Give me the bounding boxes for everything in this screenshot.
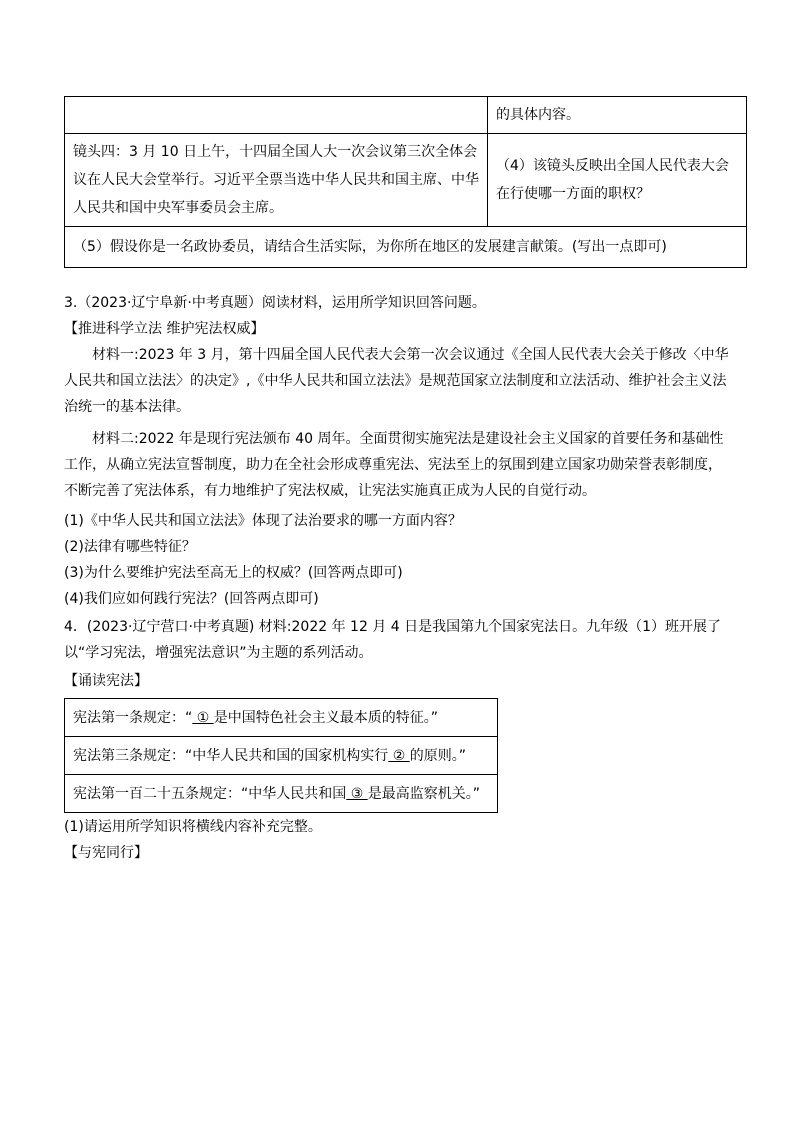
q4-section-with-constitution: 【与宪同行】 [64, 845, 148, 861]
q3-material-2: 材料二:2022 年是现行宪法颁布 40 周年。全面贯彻实施宪法是建设社会主义国家的首要任务和基础性工作，从确立宪法宣誓制度，助力在全社会形成尊重宪法、宪法至上的氛围到建立国家功勋荣誉表彰制度，不断完善了宪法体系，有力地维护了宪法权威，让宪法实施真正成为人民的自觉行动。 [64, 431, 724, 499]
question-4-text: （4）该镜头反映出全国人民代表大会在行使哪一方面的职权？ [488, 134, 747, 227]
article-1-row [65, 699, 498, 737]
table-cell: 的具体内容。 [488, 97, 747, 134]
article-3-text-a: 宪法第三条规定：“中华人民共和国的国家机构实行 [73, 747, 389, 764]
article-125-row [65, 775, 498, 813]
q3-sub-1: (1)《中华人民共和国立法法》体现了法治要求的哪一方面内容？ [64, 513, 462, 529]
q3-sub-3: (3)为什么要维护宪法至高无上的权威？(回答两点即可) [64, 565, 403, 581]
q4-heading: 4．(2023·辽宁营口·中考真题) 材料:2022 年 12 月 4 日是我国第九个国家宪法日。九年级（1）班开展了以“学习宪法，增强宪法意识”为主题的系列活动。 [64, 619, 722, 661]
article-1-text-a: 宪法第一条规定：“ [73, 709, 193, 726]
q3-sub-2: (2)法律有哪些特征？ [64, 539, 196, 555]
q4-sub-1: (1)请运用所学知识将横线内容补充完整。 [64, 819, 322, 835]
q3-section-title: 【推进科学立法 维护宪法权威】 [64, 321, 265, 337]
article-125-text-b: 是最高监察机关。” [367, 785, 480, 802]
article-125-text-a: 宪法第一百二十五条规定：“中华人民共和国 [73, 785, 347, 802]
lens-four-text: 镜头四：3 月 10 日上午，十四届全国人大一次会议第三次全体会议在人民大会堂举行。习近平全票当选中华人民共和国主席、中华人民共和国中央军事委员会主席。 [65, 134, 488, 227]
article-3-text-b: 的原则。” [409, 747, 466, 764]
lens-table [64, 96, 747, 268]
q3-heading: 3.（2023·辽宁阜新·中考真题）阅读材料，运用所学知识回答问题。 [64, 295, 486, 311]
q3-sub-4: (4)我们应如何践行宪法？(回答两点即可) [64, 591, 319, 607]
question-5-text: （5）假设你是一名政协委员，请结合生活实际，为你所在地区的发展建言献策。(写出一点即可) [65, 227, 747, 268]
blank-3: ③ [346, 785, 368, 802]
q4-section-recite: 【诵读宪法】 [64, 673, 148, 689]
blank-1: ① [192, 709, 214, 726]
table-cell-empty [65, 97, 488, 134]
constitution-table [64, 698, 498, 813]
article-3-row [65, 737, 498, 775]
q3-material-1: 材料一:2023 年 3 月，第十四届全国人民代表大会第一次会议通过《全国人民代表大会关于修改〈中华人民共和国立法法〉的决定》,《中华人民共和国立法法》是规范国家立法制度和立法活动、维护社会主义法治统一的基本法律。 [64, 347, 729, 415]
blank-2: ② [388, 747, 410, 764]
article-1-text-b: 是中国特色社会主义最本质的特征。” [213, 709, 438, 726]
